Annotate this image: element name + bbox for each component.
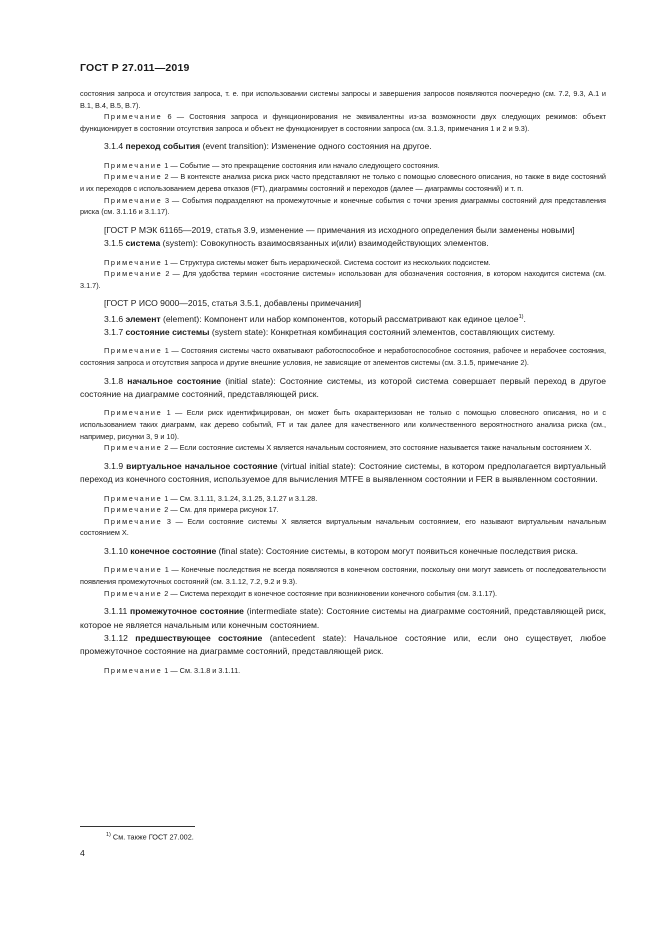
term-number: 3.1.9 bbox=[104, 460, 127, 471]
note-text: 3 — Если состояние системы X является виртуальным начальным состоянием, его называют виртуальным начальным состоянием X. bbox=[80, 516, 606, 538]
note-text: 2 — Система переходит в конечное состояние при возникновении конечного события (см. 3.1.17). bbox=[162, 588, 498, 598]
note bbox=[80, 171, 606, 194]
document-header: ГОСТ Р 27.011—2019 bbox=[80, 62, 190, 74]
paragraph: состояния запроса и отсутствия запроса, т. е. при использовании системы запросы и завершения запросов появляются поочередно (см. 7.2, 9.3, А.1 и В.1, В.4, В.5, В.7). bbox=[80, 89, 606, 110]
note bbox=[80, 268, 606, 291]
note-label: Примечание bbox=[104, 665, 163, 675]
term-name: состояние системы bbox=[125, 327, 210, 338]
term-name: система bbox=[125, 238, 161, 249]
footnote-divider bbox=[80, 826, 195, 827]
note-label: Примечание bbox=[104, 443, 163, 453]
reference: [ГОСТ Р ИСО 9000—2015, статья 3.5.1, добавлены примечания] bbox=[104, 298, 362, 309]
note-text: 1 — Состояния системы часто охватывают работоспособное и неработоспособное состояния, рабочее и нерабочее состояния, состояния запроса и отсутствия запроса и другие внешние условия, не зависящие от элементов системы (см. 3.1.5, примечание 2). bbox=[80, 346, 606, 368]
note bbox=[80, 407, 606, 442]
term-3-1-12 bbox=[80, 632, 606, 659]
term-3-1-9 bbox=[80, 460, 606, 487]
term-definition: (element): Компонент или набор компонентов, который рассматривают как единое целое bbox=[160, 313, 519, 324]
term-name: переход события bbox=[125, 141, 201, 152]
note-label: Примечание bbox=[104, 505, 163, 515]
term-number: 3.1.11 bbox=[104, 606, 131, 617]
note bbox=[80, 516, 606, 539]
note-label: Примечание bbox=[104, 565, 163, 575]
note-text: 1 — Конечные последствия не всегда появляются в конечном состоянии, поскольку они могут зависеть от последовательности появления промежуточных состояний (см. 3.1.12, 7.2, 9.2 и 9.3). bbox=[80, 565, 606, 586]
term-name: начальное состояние bbox=[127, 375, 222, 386]
note-text: 1 — Событие — это прекращение состояния или начало следующего состояния. bbox=[162, 160, 440, 170]
note-label: Примечание bbox=[104, 172, 163, 182]
term-definition: (antecedent state): Начальное состояние или, если оно существует, любое промежуточное состояние на диаграмме состояний, представляющей риск. bbox=[80, 632, 606, 657]
document-body bbox=[80, 88, 606, 676]
note bbox=[80, 564, 606, 587]
note bbox=[80, 588, 606, 600]
note-label: Примечание bbox=[104, 408, 163, 418]
note-label: Примечание bbox=[104, 257, 163, 267]
term-name: элемент bbox=[125, 313, 161, 324]
note-label: Примечание bbox=[104, 160, 163, 170]
footnote bbox=[106, 830, 194, 842]
note-text: 1 — Структура системы может быть иерархической. Система состоит из нескольких подсистем. bbox=[162, 257, 491, 267]
note bbox=[80, 493, 606, 505]
note bbox=[80, 160, 606, 172]
note bbox=[80, 442, 606, 454]
footnote-text: См. также ГОСТ 27.002. bbox=[110, 832, 194, 842]
term-definition: (virtual initial state): Состояние системы, в котором предполагается виртуальный переход из конечного состояния, используемое для вычисления MTFE в выявленном состоянии и FER в выявленном состоянии. bbox=[80, 460, 606, 485]
term-name: виртуальное начальное состояние bbox=[126, 460, 278, 471]
term-3-1-5 bbox=[80, 237, 606, 250]
term-number: 3.1.4 bbox=[104, 141, 126, 152]
term-number: 3.1.6 bbox=[104, 313, 126, 324]
note-text: 1 — См. 3.1.8 и 3.1.11. bbox=[162, 665, 241, 675]
note bbox=[80, 195, 606, 218]
term-3-1-8 bbox=[80, 375, 606, 402]
reference: [ГОСТ Р МЭК 61165—2019, статья 3.9, изменение — примечания из исходного определения были заменены новыми] bbox=[104, 224, 575, 235]
footnote-ref[interactable]: 1) bbox=[518, 313, 524, 320]
term-3-1-7 bbox=[80, 326, 606, 339]
note-label: Примечание bbox=[104, 588, 163, 598]
term-definition: (event transition): Изменение одного состояния на другое. bbox=[200, 141, 432, 152]
note-text: 2 — Если состояние системы X является начальным состоянием, это состояние называется также начальным состоянием X. bbox=[162, 443, 592, 453]
note-text: 6 — Состояния запроса и функционирования не эквивалентны из-за возможности двух следующих режимов: объект функционирует в состоянии отсутствия запроса и объект не функционирует в состоянии запроса (см. 3.1.3, примечания 1 и 2 и 9.3). bbox=[80, 112, 606, 133]
punctuation: . bbox=[523, 313, 526, 324]
term-name: предшествующее состояние bbox=[135, 632, 263, 643]
note-label: Примечание bbox=[104, 516, 163, 526]
term-name: конечное состояние bbox=[130, 545, 217, 556]
note-text: 2 — См. для примера рисунок 17. bbox=[162, 505, 279, 515]
term-number: 3.1.10 bbox=[104, 545, 131, 556]
term-definition: (final state): Состояние системы, в котором могут появиться конечные последствия риска. bbox=[216, 545, 579, 556]
term-name: промежуточное состояние bbox=[130, 606, 244, 617]
note-text: 2 — Для удобства термин «состояние системы» использован для обозначения состояния, в котором находится система (см. 3.1.7). bbox=[80, 269, 606, 290]
page-number: 4 bbox=[80, 848, 85, 858]
note bbox=[80, 257, 606, 269]
term-3-1-11 bbox=[80, 605, 606, 632]
term-number: 3.1.12 bbox=[104, 632, 136, 643]
note-label: Примечание bbox=[104, 346, 163, 356]
note-label: Примечание bbox=[104, 493, 163, 503]
term-number: 3.1.5 bbox=[104, 238, 126, 249]
term-definition: (system state): Конкретная комбинация состояний элементов, составляющих систему. bbox=[209, 327, 555, 338]
note-text: 1 — См. 3.1.11, 3.1.24, 3.1.25, 3.1.27 и 3.1.28. bbox=[162, 493, 318, 503]
note bbox=[80, 504, 606, 516]
note bbox=[80, 345, 606, 368]
term-definition: (system): Совокупность взаимосвязанных и(или) взаимодействующих элементов. bbox=[160, 238, 489, 249]
term-definition: (initial state): Состояние системы, из которой система совершает первый переход в другое состояние на диаграмме состояний, представляющей риск. bbox=[80, 375, 606, 400]
note-label: Примечание bbox=[104, 269, 163, 279]
note bbox=[80, 665, 606, 677]
term-3-1-4 bbox=[80, 140, 606, 153]
note-text: 3 — События подразделяют на промежуточные и конечные события с точки зрения диаграммы состояний для представления риска (см. 3.1.16 и 3.1.17). bbox=[80, 195, 606, 217]
term-number: 3.1.8 bbox=[104, 375, 128, 386]
term-3-1-6 bbox=[80, 311, 606, 326]
note-text: 2 — В контексте анализа риска риск часто представляют не только с помощью словесного описания, но также в виде состояний и их переходов с использованием дерева отказов (FT), диаграммы состояний и переходов (далее — диаграммы состояний) и т. п. bbox=[80, 172, 606, 193]
note-label: Примечание bbox=[104, 195, 163, 205]
note-label: Примечание bbox=[104, 112, 163, 122]
note-text: 1 — Если риск идентифицирован, он может быть охарактеризован не только с помощью словесного описания, но и с использованием таких диаграмм, как дерево событий, FT и так далее для качественного или количественного вероятностного анализа риска (см., например, рисунки 3, 9 и 10). bbox=[80, 408, 606, 441]
term-definition: (intermediate state): Состояние системы на диаграмме состояний, представляющей риск, которое не является начальным или конечным состоянием. bbox=[80, 606, 606, 630]
term-3-1-10 bbox=[80, 545, 606, 558]
term-number: 3.1.7 bbox=[104, 327, 126, 338]
footnote-mark: 1) bbox=[106, 832, 111, 838]
note bbox=[80, 111, 606, 134]
